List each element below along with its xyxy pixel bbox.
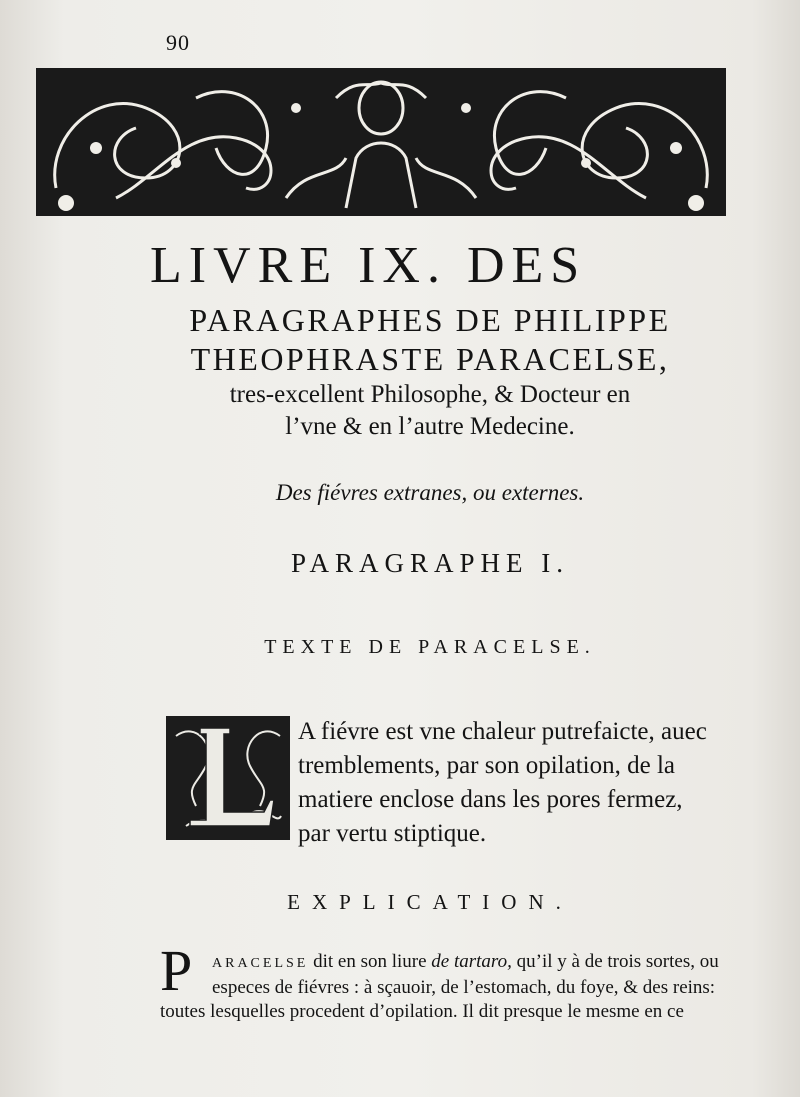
- text-heading: TEXTE DE PARACELSE.: [264, 636, 596, 658]
- svg-text:L: L: [226, 806, 227, 807]
- page-number: 90: [166, 30, 190, 55]
- section-subtitle: Des fiévres extranes, ou externes.: [275, 480, 585, 505]
- title-line-2: PARAGRAPHES DE PHILIPPE: [189, 302, 671, 338]
- explication-line-2: especes de fiévres : à sçauoir, de l’estomach, du foye, & des reins:: [212, 977, 716, 998]
- paragraph-heading: PARAGRAPHE I.: [290, 548, 570, 578]
- author-smallcaps: ARACELSE: [212, 956, 309, 971]
- text-line-1: A fiévre est vne chaleur putrefaicte, auec: [298, 718, 707, 745]
- decorated-initial-icon: [166, 716, 290, 840]
- drop-cap: P: [160, 938, 193, 1003]
- book-title: LIVRE IX. DES: [150, 237, 587, 294]
- title-line-5: l’vne & en l’autre Medecine.: [285, 413, 575, 440]
- explication-line-3: toutes lesquelles procedent d’opilation. Il dit presque le mesme en ce: [160, 1001, 684, 1022]
- ornamental-headpiece-icon: [36, 68, 726, 216]
- text-line-3: matiere enclose dans les pores fermez,: [298, 786, 683, 813]
- title-line-4: tres-excellent Philosophe, & Docteur en: [229, 381, 631, 408]
- text-line-4: par vertu stiptique.: [298, 820, 487, 847]
- explication-heading: EXPLICATION.: [287, 890, 573, 914]
- book-title-italic: de tartaro,: [431, 951, 512, 972]
- explication-line-1a: dit en son liure: [308, 951, 432, 972]
- explication-line-1b: qu’il y à de trois sortes, ou: [511, 951, 719, 972]
- title-line-3: THEOPHRASTE PARACELSE,: [190, 341, 670, 377]
- explication-line-1: [212, 951, 719, 973]
- text-line-2: tremblements, par son opilation, de la: [298, 752, 675, 779]
